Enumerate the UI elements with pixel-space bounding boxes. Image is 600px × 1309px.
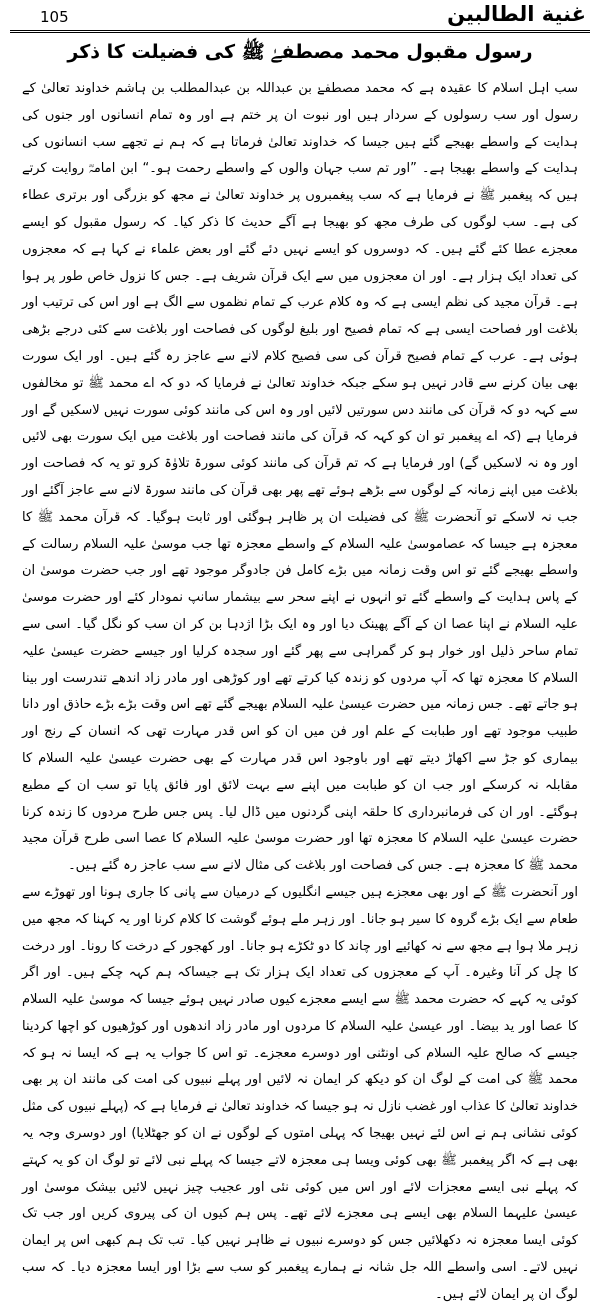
- page-number: 105: [40, 8, 69, 26]
- header-divider: [10, 30, 590, 33]
- body-text: [22, 76, 578, 1302]
- chapter-heading: رسول مقبول محمد مصطفےٰ ﷺ کی فضیلت کا ذکر: [67, 41, 533, 63]
- page-header: [0, 0, 600, 34]
- paragraph: سب اہل اسلام کا عقیدہ ہے کہ محمد مصطفےٰ بن عبداللہ بن عبدالمطلب بن ہاشم خداوند تعالیٰ کے رسول اور سب رسولوں کے سردار ہیں اور نبوت ان پر ختم ہے اور وہ تمام انسانوں اور جنوں کی ہدایت کے واسطے بھیجے گئے ہیں جیسا کہ خداوند تعالیٰ فرماتا ہے کہ ہم نے تجھے سب انسانوں کی ہدایت کے واسطے بھیجا ہے۔ ”اور تم سب جہان والوں کے واسطے رحمت ہو۔“ ابن امامہؓ روایت کرتے ہیں کہ پیغمبر ﷺ نے فرمایا ہے کہ سب پیغمبروں پر خداوند تعالیٰ نے مجھ کو بزرگی اور برتری عطاء کی ہے۔ سب لوگوں کی طرف مجھ کو بھیجا ہے آگے حدیث کا ذکر کیا۔ کہ رسول مقبول کو ایسے معجزے عطا کئے گئے ہیں۔ کہ دوسروں کو ایسے نہیں دئے گئے اور بعض علماء نے کہا ہے کہ معجزوں کی تعداد ایک ہزار ہے۔ اور ان معجزوں میں سے ایک قرآن شریف ہے۔ جس کا نزول خاص طور پر ہوا ہے۔ قرآن مجید کی نظم ایسی ہے کہ وہ کلام عرب کے تمام نظموں سے الگ ہے اور اس کی ترتیب اور بلاغت اور فصاحت ایسی ہے کہ تمام فصیح اور بلیغ لوگوں کی فصاحت اور بلاغت سے کئی درجے بڑھی ہوئی ہے۔ عرب کے تمام فصیح قرآن کی سی فصیح کلام لانے سے عاجز رہ گئے ہیں۔ اور ایک سورت بھی بیان کرنے سے قادر نہیں ہو سکے جبکہ خداوند تعالیٰ نے فرمایا کہ دو کہ اے محمد ﷺ تو مخالفوں سے کہہ دو کہ قرآن کی مانند دس سورتیں لائیں اور وہ اس کی مانند کوئی سورت نہیں لاسکیں گے اور فرمایا ہے (کہ اے پیغمبر تو ان کو کہہ کہ قرآن کی مانند فصاحت اور بلاغت میں ایک سورت بھی لائیں اور وہ نہ لاسکیں گے) اور فرمایا ہے کہ تم قرآن کی مانند کوئی سورۃ تلاوٰۃ کرو تو یہ کہ فصاحت اور بلاغت میں اپنے زمانہ کے لوگوں سے بڑھے ہوئے تھے پھر بھی قرآن کی مانند سورۃ لانے سے عاجز آگئے اور جب نہ لاسکے تو آنحضرت ﷺ کی فضیلت ان پر ظاہر ہوگئی اور ثابت ہوگیا۔ کہ قرآن محمد ﷺ کا معجزہ ہے جیسا کہ عصاموسیٰ علیہ السلام کے واسطے معجزہ تھا جب موسیٰ علیہ السلام رسالت کے واسطے بھیجے گئے تو اس وقت زمانہ میں بڑے کامل فن جادوگر موجود تھے اور جب حضرت موسیٰ ان کے پاس ہدایت کے واسطے گئے تو انہوں نے اپنے سحر سے بیشمار سانپ نمودار کئے اور حضرت موسیٰ علیہ السلام نے اپنا عصا ان کے آگے پھینک دیا اور وہ ایک بڑا اژدہا بن کر ان سب کو نگل گیا۔ اسی سے تمام ساحر ذلیل اور خوار ہو کر گمراہی سے پھر گئے اور سجدہ کرلیا اور جیسے حضرت عیسیٰ علیہ السلام کا معجزہ تھا کہ آپ مردوں کو زندہ کیا کرتے تھے اور کوڑھی اور مادر زاد اندھے تندرست اور بینا ہو جاتے تھے۔ جس زمانہ میں حضرت عیسیٰ علیہ السلام بھیجے گئے تھے اس وقت بڑے بڑے حاذق اور دانا طبیب موجود تھے اور طبابت کے علم اور فن میں ان کو اس قدر مہارت تھی کہ انسان کے رنج اور بیماری کو جڑ سے اکھاڑ دیتے تھے اور باوجود اس قدر مہارت کے بھی حضرت عیسیٰ علیہ السلام کا مقابلہ نہ کرسکے اور جب ان کو طبابت میں اپنے سے بہت لائق اور فائق پایا تو سب ان کے مطیع ہوگئے۔ اور ان کی فرمانبرداری کا حلقہ اپنی گردنوں میں ڈال لیا۔ پس جس طرح مردوں کا زندہ کرنا حضرت عیسیٰ علیہ السلام کا معجزہ تھا اور حضرت موسیٰ علیہ السلام کا عصا اسی طرح قرآن مجید محمد ﷺ کا معجزہ ہے۔ جس کی فصاحت اور بلاغت کی مثال لانے سے سب عاجز رہ گئے ہیں۔: [22, 81, 578, 874]
- paragraph: اور آنحضرت ﷺ کے اور بھی معجزے ہیں جیسے انگلیوں کے درمیان سے پانی کا جاری ہونا اور تھوڑے سے طعام سے ایک بڑے گروہ کا سیر ہو جانا۔ اور زہر ملے ہوئے گوشت کا کلام کرنا اور یہ کہنا کہ مجھ میں زہر ملا ہوا ہے مجھ سے نہ کھائیے اور چاند کا دو ٹکڑے ہو جانا۔ اور کھجور کے درخت کا رونا۔ اور درخت کا چل کر آنا وغیرہ۔ آپ کے معجزوں کی تعداد ایک ہزار تک ہے جیساکہ ہم کہہ چکے ہیں۔ اور اگر کوئی یہ کہے کہ حضرت محمد ﷺ سے ایسے معجزے کیوں صادر نہیں ہوئے جیسا کہ موسیٰ علیہ السلام کا عصا اور ید بیضا۔ اور عیسیٰ علیہ السلام کا مردوں اور مادر زاد اندھوں اور کوڑھیوں کو اچھا کردینا جیسے کہ صالح علیہ السلام کی اونٹنی اور دوسرے معجزے۔ تو اس کا جواب یہ ہے کہ ایسا نہ ہو کہ محمد ﷺ کی امت کے لوگ ان کو دیکھ کر ایمان نہ لائیں اور پہلے نبیوں کی امت کی مانند ان پر بھی خداوند تعالیٰ کا عذاب اور غضب نازل نہ ہو جیسا کہ خداوند تعالیٰ نے فرمایا ہے کہ (پہلے نبیوں کی مثل کوئی نشانی ہم نے اس لئے نہیں بھیجا کہ پہلی امتوں کے لوگوں نے ان کو جھٹلایا) اور دوسری وجہ یہ بھی ہے کہ اگر پیغمبر ﷺ بھی کوئی ویسا ہی معجزہ لاتے جیسا کہ پہلے نبی لائے تو لوگ ان کو یہ کہتے کہ پہلے نبی ایسے معجزات لائے اور اس میں کوئی نئی اور عجیب چیز نہیں لائیں بیشک موسیٰ اور عیسیٰ علیہما السلام بھی ایسے ہی معجزے لائے تھے۔ پس ہم کیوں ان کی پیروی کریں اور جب تک کوئی ایسا معجزہ نہ دکھلائیں جس کو دوسرے نبیوں نے ظاہر نہیں کیا۔ تب تک ہم کبھی اس پر ایمان نہیں لاتے۔ اسی واسطے اللہ جل شانہ نے ہمارے پیغمبر کو سب سے بڑا اور ایسا معجزہ دیا۔ کہ سب لوگ ان پر ایمان لائے ہیں۔: [22, 884, 578, 1302]
- book-title: غنية الطالبين: [447, 2, 586, 26]
